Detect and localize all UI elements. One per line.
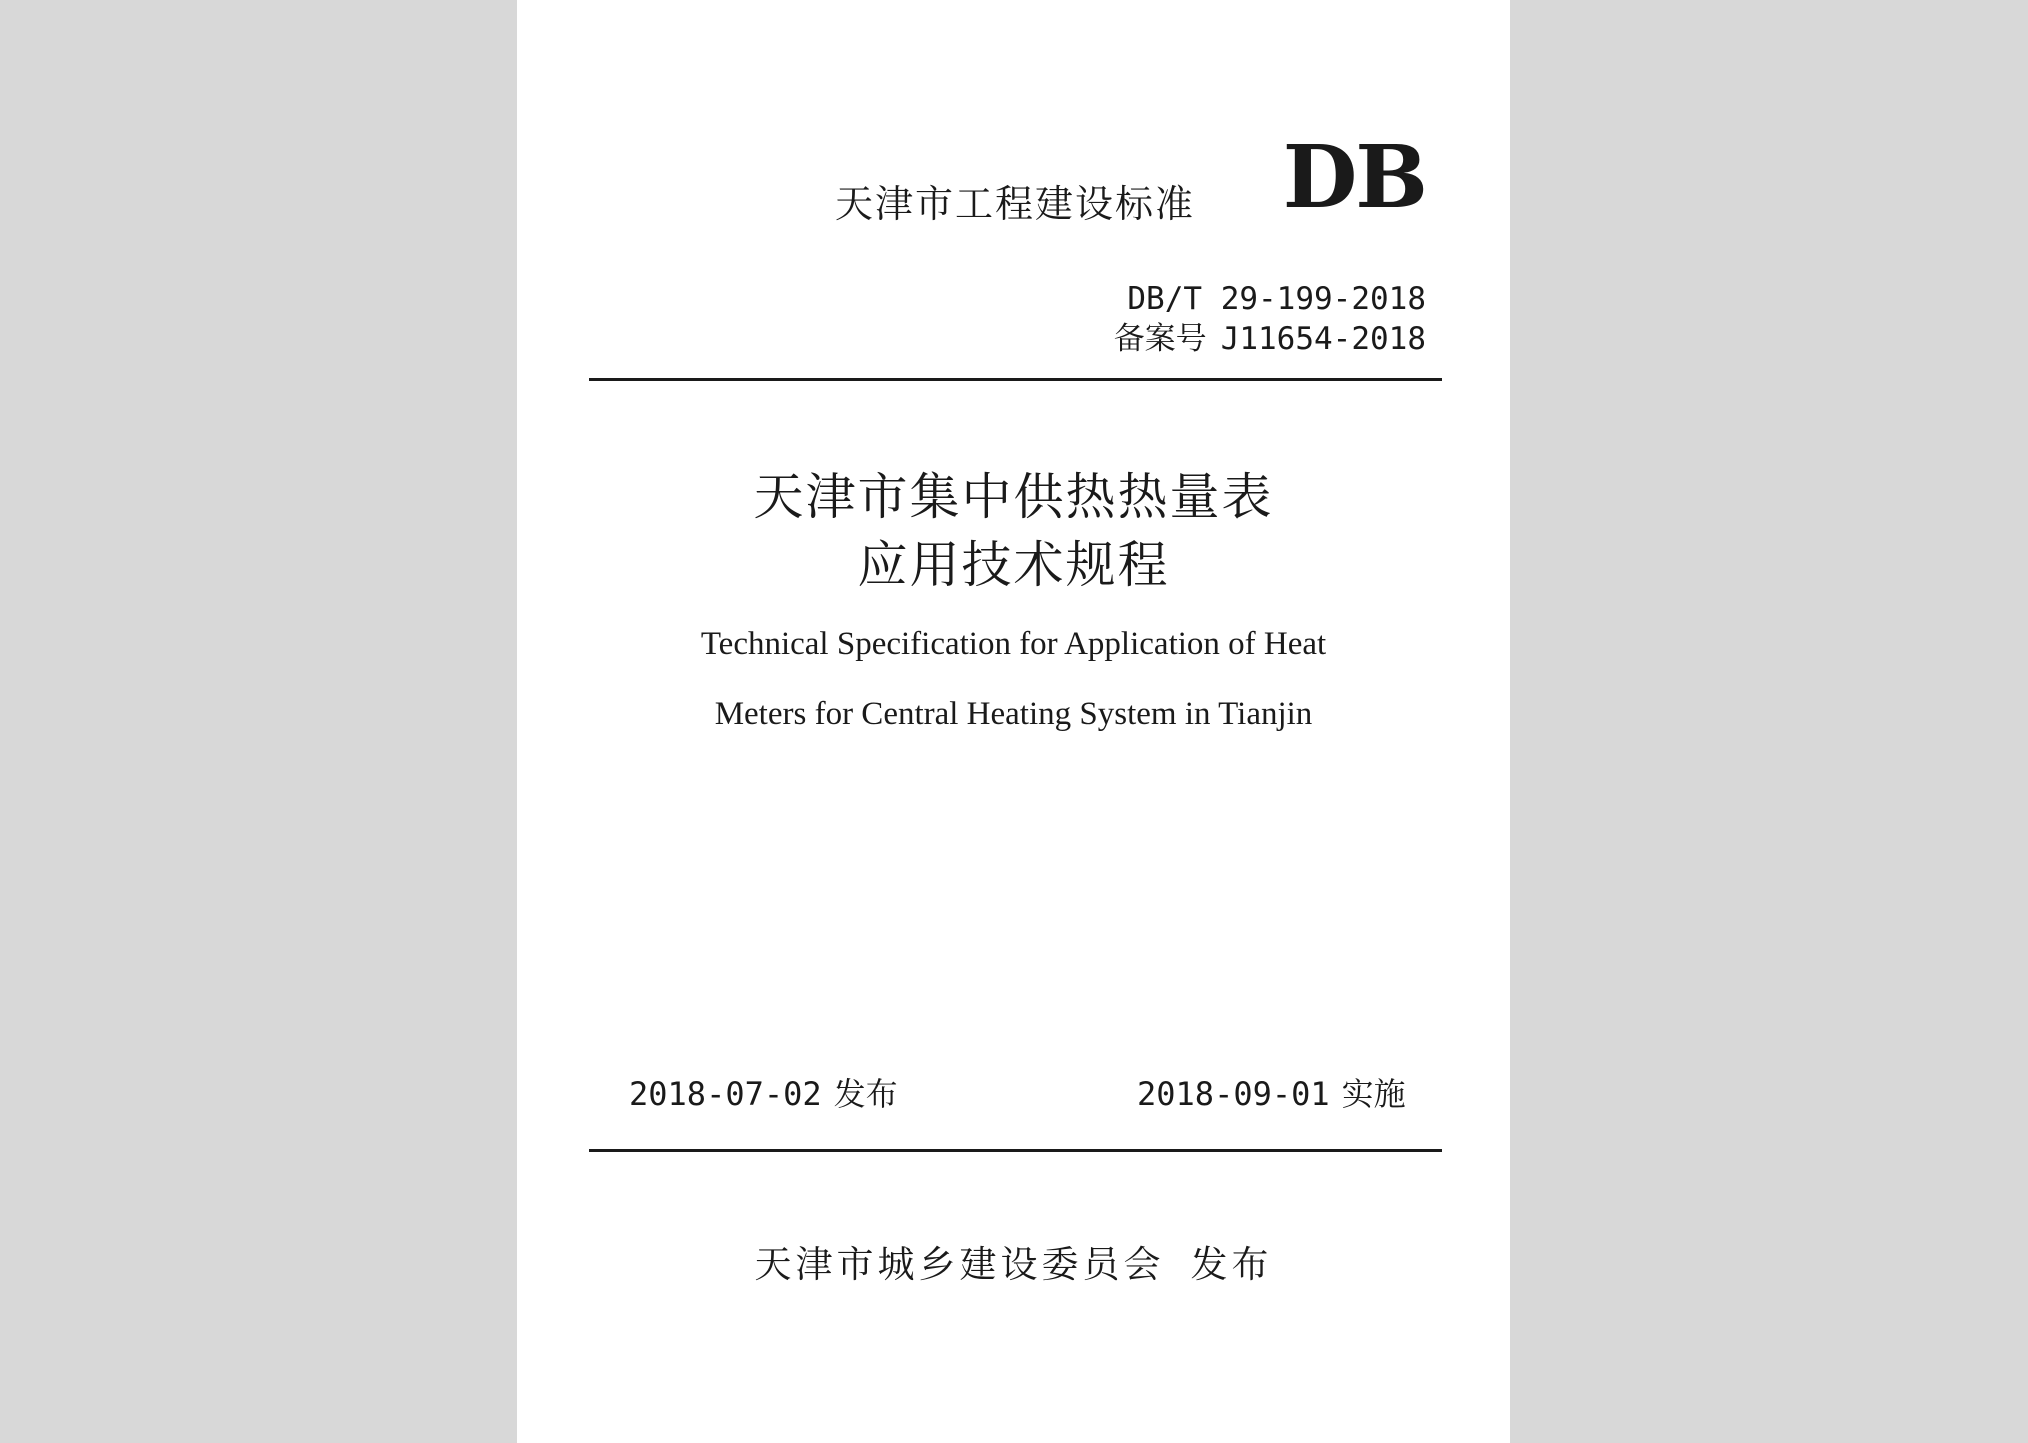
top-divider	[589, 378, 1442, 381]
standard-series-label: 天津市工程建设标准	[834, 182, 1195, 226]
implement-date: 2018-09-01	[1137, 1075, 1330, 1113]
record-number-label: 备案号	[1113, 321, 1207, 357]
implement-label: 实施	[1341, 1075, 1406, 1113]
record-number-line	[1113, 321, 1426, 357]
title-cn-line-1: 天津市集中供热热量表	[753, 468, 1274, 526]
standard-number: DB/T 29-199-2018	[1127, 281, 1426, 317]
title-en-line-1: Technical Specification for Application of Heat	[700, 626, 1327, 662]
publisher-verb: 发布	[1190, 1243, 1273, 1286]
document-cover	[517, 0, 1510, 1443]
record-number: J11654-2018	[1220, 321, 1426, 357]
title-en-line-2: Meters for Central Heating System in Tianjin	[714, 696, 1313, 732]
issue-label: 发布	[833, 1075, 898, 1113]
publisher-name: 天津市城乡建设委员会	[754, 1243, 1165, 1286]
publisher-line	[517, 1243, 1510, 1286]
title-cn-line-2: 应用技术规程	[857, 536, 1170, 594]
issue-date-line	[629, 1075, 898, 1113]
db-logo: DB	[1282, 127, 1426, 228]
bottom-divider	[589, 1149, 1442, 1152]
issue-date: 2018-07-02	[629, 1075, 822, 1113]
implement-date-line	[1137, 1075, 1406, 1113]
